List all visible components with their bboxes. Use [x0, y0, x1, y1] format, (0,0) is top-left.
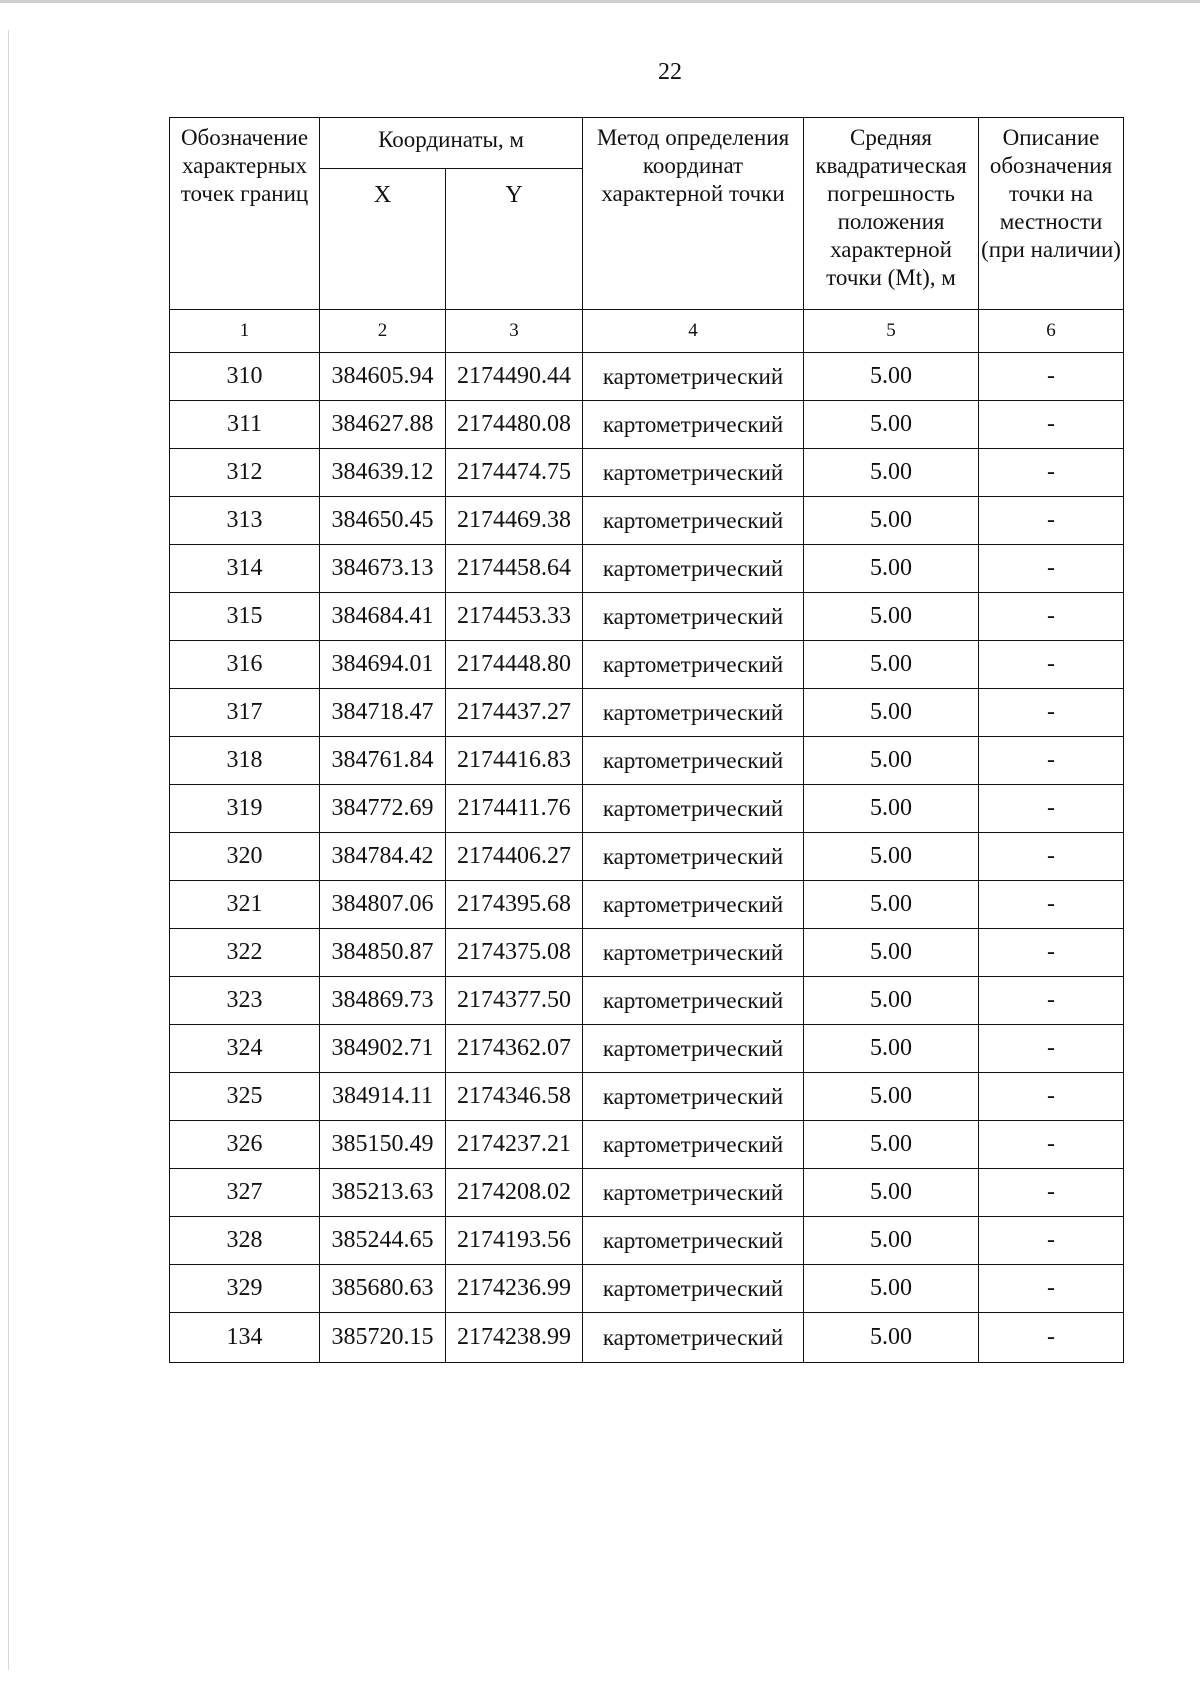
table-row	[170, 449, 1124, 497]
description-cell: -	[979, 545, 1124, 593]
point-cell: 315	[170, 593, 320, 641]
point-cell: 327	[170, 1169, 320, 1217]
table-header	[170, 118, 1124, 353]
table-row	[170, 1073, 1124, 1121]
x-coordinate-cell: 384850.87	[320, 929, 446, 977]
description-cell: -	[979, 1169, 1124, 1217]
scan-edge-top	[0, 0, 1200, 3]
point-cell: 316	[170, 641, 320, 689]
table-row	[170, 1025, 1124, 1073]
description-cell: -	[979, 1265, 1124, 1313]
method-cell: картометрический	[583, 1073, 804, 1121]
accuracy-cell: 5.00	[804, 1121, 979, 1169]
page-number: 22	[658, 59, 682, 85]
x-coordinate-cell: 385680.63	[320, 1265, 446, 1313]
point-cell: 314	[170, 545, 320, 593]
x-coordinate-cell: 385244.65	[320, 1217, 446, 1265]
x-coordinate-cell: 384761.84	[320, 737, 446, 785]
y-coordinate-cell: 2174490.44	[446, 353, 583, 401]
table-row	[170, 1265, 1124, 1313]
y-coordinate-cell: 2174375.08	[446, 929, 583, 977]
accuracy-cell: 5.00	[804, 929, 979, 977]
method-cell: картометрический	[583, 1217, 804, 1265]
table-row	[170, 1217, 1124, 1265]
description-cell: -	[979, 401, 1124, 449]
point-cell: 321	[170, 881, 320, 929]
column-number: 1	[170, 310, 320, 353]
accuracy-cell: 5.00	[804, 1313, 979, 1363]
description-cell: -	[979, 929, 1124, 977]
table-row	[170, 785, 1124, 833]
point-cell: 319	[170, 785, 320, 833]
method-cell: картометрический	[583, 977, 804, 1025]
column-number: 6	[979, 310, 1124, 353]
description-cell: -	[979, 737, 1124, 785]
table-body	[170, 353, 1124, 1363]
point-cell: 317	[170, 689, 320, 737]
column-number: 5	[804, 310, 979, 353]
description-cell: -	[979, 881, 1124, 929]
point-cell: 326	[170, 1121, 320, 1169]
y-coordinate-cell: 2174480.08	[446, 401, 583, 449]
x-coordinate-cell: 384784.42	[320, 833, 446, 881]
point-cell: 324	[170, 1025, 320, 1073]
point-cell: 320	[170, 833, 320, 881]
point-cell: 328	[170, 1217, 320, 1265]
accuracy-cell: 5.00	[804, 1025, 979, 1073]
description-cell: -	[979, 785, 1124, 833]
accuracy-cell: 5.00	[804, 1169, 979, 1217]
y-coordinate-cell: 2174411.76	[446, 785, 583, 833]
accuracy-cell: 5.00	[804, 689, 979, 737]
header-point: Обозначение характерных точек границ	[170, 118, 320, 310]
table-row	[170, 929, 1124, 977]
description-cell: -	[979, 689, 1124, 737]
x-coordinate-cell: 385213.63	[320, 1169, 446, 1217]
y-coordinate-cell: 2174362.07	[446, 1025, 583, 1073]
header-y: Y	[446, 169, 583, 310]
point-cell: 318	[170, 737, 320, 785]
x-coordinate-cell: 384639.12	[320, 449, 446, 497]
y-coordinate-cell: 2174238.99	[446, 1313, 583, 1363]
method-cell: картометрический	[583, 449, 804, 497]
description-cell: -	[979, 641, 1124, 689]
x-coordinate-cell: 384869.73	[320, 977, 446, 1025]
y-coordinate-cell: 2174237.21	[446, 1121, 583, 1169]
x-coordinate-cell: 385150.49	[320, 1121, 446, 1169]
x-coordinate-cell: 384902.71	[320, 1025, 446, 1073]
method-cell: картометрический	[583, 785, 804, 833]
method-cell: картометрический	[583, 689, 804, 737]
point-cell: 313	[170, 497, 320, 545]
y-coordinate-cell: 2174208.02	[446, 1169, 583, 1217]
x-coordinate-cell: 385720.15	[320, 1313, 446, 1363]
method-cell: картометрический	[583, 929, 804, 977]
table-row	[170, 353, 1124, 401]
accuracy-cell: 5.00	[804, 1265, 979, 1313]
y-coordinate-cell: 2174346.58	[446, 1073, 583, 1121]
y-coordinate-cell: 2174448.80	[446, 641, 583, 689]
description-cell: -	[979, 833, 1124, 881]
header-coordinates: Координаты, м	[320, 118, 583, 169]
description-cell: -	[979, 1217, 1124, 1265]
method-cell: картометрический	[583, 1121, 804, 1169]
x-coordinate-cell: 384807.06	[320, 881, 446, 929]
description-cell: -	[979, 1025, 1124, 1073]
header-x: X	[320, 169, 446, 310]
table-row	[170, 977, 1124, 1025]
method-cell: картометрический	[583, 641, 804, 689]
accuracy-cell: 5.00	[804, 977, 979, 1025]
accuracy-cell: 5.00	[804, 1217, 979, 1265]
description-cell: -	[979, 1313, 1124, 1363]
method-cell: картометрический	[583, 1025, 804, 1073]
accuracy-cell: 5.00	[804, 1073, 979, 1121]
x-coordinate-cell: 384914.11	[320, 1073, 446, 1121]
method-cell: картометрический	[583, 545, 804, 593]
column-number: 2	[320, 310, 446, 353]
accuracy-cell: 5.00	[804, 497, 979, 545]
method-cell: картометрический	[583, 401, 804, 449]
point-cell: 329	[170, 1265, 320, 1313]
point-cell: 322	[170, 929, 320, 977]
y-coordinate-cell: 2174458.64	[446, 545, 583, 593]
description-cell: -	[979, 593, 1124, 641]
method-cell: картометрический	[583, 593, 804, 641]
table-row	[170, 593, 1124, 641]
header-method: Метод определения координат характерной точки	[583, 118, 804, 310]
point-cell: 325	[170, 1073, 320, 1121]
x-coordinate-cell: 384772.69	[320, 785, 446, 833]
accuracy-cell: 5.00	[804, 449, 979, 497]
point-cell: 323	[170, 977, 320, 1025]
y-coordinate-cell: 2174406.27	[446, 833, 583, 881]
method-cell: картометрический	[583, 1313, 804, 1363]
description-cell: -	[979, 1073, 1124, 1121]
point-cell: 134	[170, 1313, 320, 1363]
accuracy-cell: 5.00	[804, 353, 979, 401]
y-coordinate-cell: 2174453.33	[446, 593, 583, 641]
x-coordinate-cell: 384673.13	[320, 545, 446, 593]
description-cell: -	[979, 449, 1124, 497]
accuracy-cell: 5.00	[804, 641, 979, 689]
y-coordinate-cell: 2174437.27	[446, 689, 583, 737]
description-cell: -	[979, 977, 1124, 1025]
table-row	[170, 497, 1124, 545]
table-row	[170, 401, 1124, 449]
column-number: 3	[446, 310, 583, 353]
table-row	[170, 881, 1124, 929]
description-cell: -	[979, 1121, 1124, 1169]
table-row	[170, 545, 1124, 593]
accuracy-cell: 5.00	[804, 593, 979, 641]
method-cell: картометрический	[583, 881, 804, 929]
header-description: Описание обозначения точки на местности (при наличии)	[979, 118, 1124, 310]
accuracy-cell: 5.00	[804, 401, 979, 449]
accuracy-cell: 5.00	[804, 833, 979, 881]
accuracy-cell: 5.00	[804, 785, 979, 833]
y-coordinate-cell: 2174416.83	[446, 737, 583, 785]
table-row	[170, 1121, 1124, 1169]
method-cell: картометрический	[583, 497, 804, 545]
table-row	[170, 1169, 1124, 1217]
table-row	[170, 833, 1124, 881]
description-cell: -	[979, 353, 1124, 401]
x-coordinate-cell: 384627.88	[320, 401, 446, 449]
y-coordinate-cell: 2174377.50	[446, 977, 583, 1025]
method-cell: картометрический	[583, 833, 804, 881]
method-cell: картометрический	[583, 1169, 804, 1217]
coordinates-table	[169, 117, 1124, 1363]
header-accuracy: Средняя квадратическая погрешность положения характерной точки (Mt), м	[804, 118, 979, 310]
point-cell: 311	[170, 401, 320, 449]
x-coordinate-cell: 384605.94	[320, 353, 446, 401]
y-coordinate-cell: 2174193.56	[446, 1217, 583, 1265]
column-number: 4	[583, 310, 804, 353]
y-coordinate-cell: 2174469.38	[446, 497, 583, 545]
accuracy-cell: 5.00	[804, 545, 979, 593]
method-cell: картометрический	[583, 1265, 804, 1313]
x-coordinate-cell: 384650.45	[320, 497, 446, 545]
method-cell: картометрический	[583, 353, 804, 401]
y-coordinate-cell: 2174236.99	[446, 1265, 583, 1313]
scan-edge-left	[8, 30, 9, 1670]
point-cell: 310	[170, 353, 320, 401]
table-row	[170, 689, 1124, 737]
table-row	[170, 1313, 1124, 1363]
y-coordinate-cell: 2174395.68	[446, 881, 583, 929]
method-cell: картометрический	[583, 737, 804, 785]
table-row	[170, 737, 1124, 785]
point-cell: 312	[170, 449, 320, 497]
description-cell: -	[979, 497, 1124, 545]
x-coordinate-cell: 384718.47	[320, 689, 446, 737]
x-coordinate-cell: 384694.01	[320, 641, 446, 689]
accuracy-cell: 5.00	[804, 881, 979, 929]
accuracy-cell: 5.00	[804, 737, 979, 785]
table-row	[170, 641, 1124, 689]
y-coordinate-cell: 2174474.75	[446, 449, 583, 497]
x-coordinate-cell: 384684.41	[320, 593, 446, 641]
column-numbers-row	[170, 310, 1124, 353]
